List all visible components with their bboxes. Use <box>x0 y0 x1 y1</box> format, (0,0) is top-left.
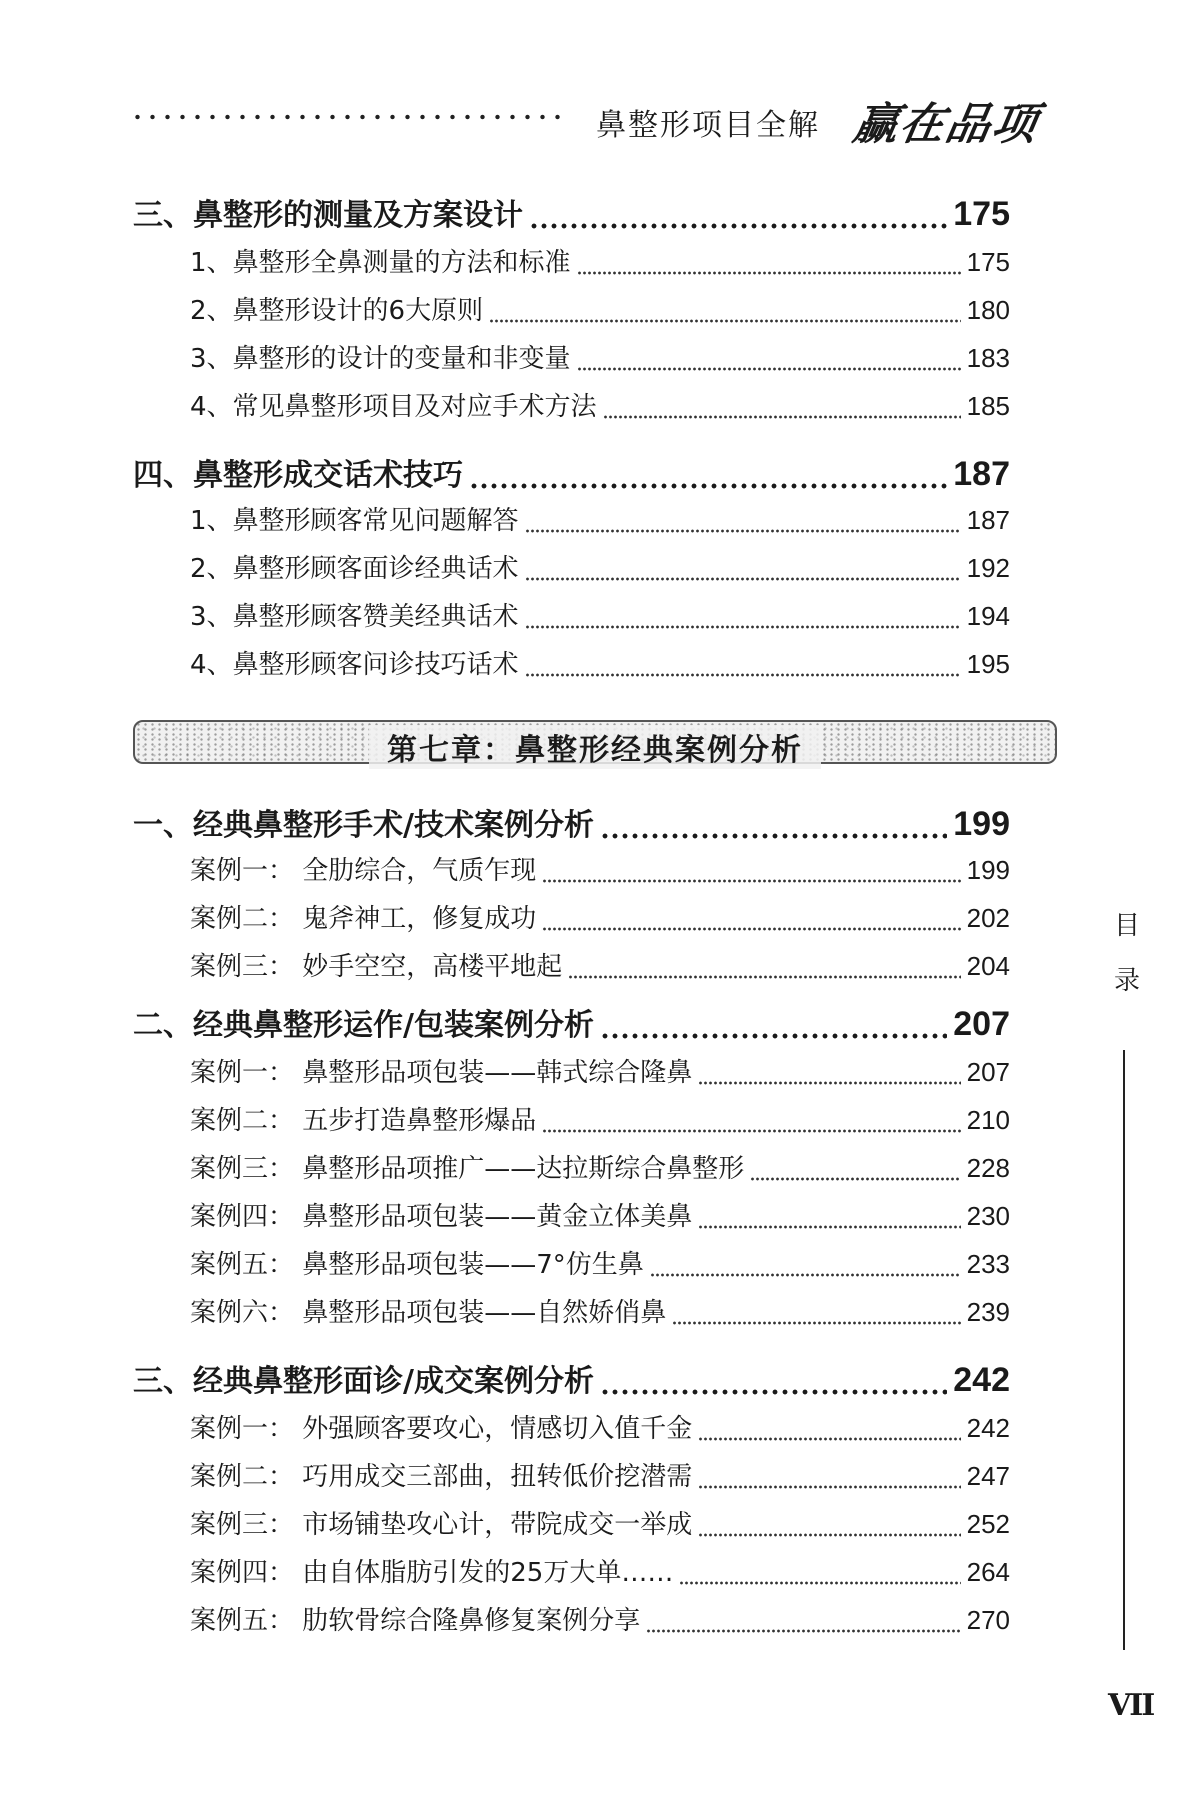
entry-page-number: 195 <box>966 649 1010 679</box>
section-page-number: 187 <box>953 455 1010 493</box>
dot-leader <box>525 670 961 678</box>
toc-section-heading[interactable] <box>133 800 1010 846</box>
brand-mark: 赢在品项 <box>849 99 1043 150</box>
entry-title: 案例五： 鼻整形品项包装——7°仿生鼻 <box>190 1250 644 1280</box>
toc-entry[interactable] <box>190 242 1010 282</box>
entry-title: 3、鼻整形顾客赞美经典话术 <box>190 602 519 632</box>
dot-leader <box>650 1270 961 1278</box>
toc-section-heading[interactable] <box>133 1000 1010 1046</box>
dot-leader <box>603 412 961 420</box>
chapter-title: 第七章：鼻整形经典案例分析 <box>369 725 821 769</box>
dot-leader <box>600 1028 947 1040</box>
toc-entry[interactable] <box>190 500 1010 540</box>
entry-page-number: 175 <box>966 247 1010 277</box>
toc-entry[interactable] <box>190 1148 1010 1188</box>
entry-page-number: 242 <box>966 1413 1010 1443</box>
entry-title: 3、鼻整形的设计的变量和非变量 <box>190 344 571 374</box>
side-tab-char: 目 <box>1114 911 1141 941</box>
entry-page-number: 252 <box>966 1509 1010 1539</box>
section-title: 四、鼻整形成交话术技巧 <box>133 458 463 493</box>
dot-leader <box>525 574 961 582</box>
side-rule <box>1123 1050 1125 1650</box>
entry-title: 案例三： 鼻整形品项推广——达拉斯综合鼻整形 <box>190 1154 745 1184</box>
dot-leader <box>600 1384 947 1396</box>
entry-page-number: 194 <box>966 601 1010 631</box>
section-page-number: 207 <box>953 1005 1010 1043</box>
entry-title: 案例四： 鼻整形品项包装——黄金立体美鼻 <box>190 1202 693 1232</box>
dot-leader <box>568 972 960 980</box>
dot-leader <box>750 1174 960 1182</box>
entry-title: 案例一： 外强顾客要攻心，情感切入值千金 <box>190 1414 693 1444</box>
toc-entry[interactable] <box>190 644 1010 684</box>
toc-entry[interactable] <box>190 898 1010 938</box>
entry-page-number: 199 <box>966 855 1010 885</box>
dot-leader <box>525 526 961 534</box>
dot-leader <box>646 1626 960 1634</box>
section-title: 二、经典鼻整形运作/包装案例分析 <box>133 1008 594 1043</box>
dot-leader <box>542 1126 960 1134</box>
dot-leader <box>698 1530 960 1538</box>
entry-page-number: 204 <box>966 951 1010 981</box>
dot-leader <box>542 924 960 932</box>
entry-title: 案例四： 由自体脂肪引发的25万大单…… <box>190 1558 674 1588</box>
toc-entry[interactable] <box>190 1196 1010 1236</box>
toc-entry[interactable] <box>190 946 1010 986</box>
toc-section-heading[interactable] <box>133 190 1010 236</box>
section-title: 三、鼻整形的测量及方案设计 <box>133 198 523 233</box>
section-page-number: 199 <box>953 805 1010 843</box>
entry-page-number: 180 <box>966 295 1010 325</box>
section-page-number: 242 <box>953 1361 1010 1399</box>
toc-entry[interactable] <box>190 1100 1010 1140</box>
entry-page-number: 270 <box>966 1605 1010 1635</box>
entry-page-number: 239 <box>966 1297 1010 1327</box>
toc-entry[interactable] <box>190 1244 1010 1284</box>
entry-page-number: 264 <box>966 1557 1010 1587</box>
toc-entry[interactable] <box>190 548 1010 588</box>
section-title: 一、经典鼻整形手术/技术案例分析 <box>133 808 594 843</box>
book-title: 鼻整形项目全解 <box>596 108 820 143</box>
entry-page-number: 185 <box>966 391 1010 421</box>
chapter-banner[interactable] <box>133 720 1057 768</box>
toc-entry[interactable] <box>190 1600 1010 1640</box>
entry-page-number: 230 <box>966 1201 1010 1231</box>
toc-entry[interactable] <box>190 1052 1010 1092</box>
entry-page-number: 247 <box>966 1461 1010 1491</box>
entry-title: 案例三： 妙手空空，高楼平地起 <box>190 952 563 982</box>
toc-entry[interactable] <box>190 1408 1010 1448</box>
entry-title: 案例二： 鬼斧神工，修复成功 <box>190 904 537 934</box>
dot-leader <box>525 622 961 630</box>
toc-entry[interactable] <box>190 290 1010 330</box>
entry-title: 1、鼻整形全鼻测量的方法和标准 <box>190 248 571 278</box>
entry-page-number: 210 <box>966 1105 1010 1135</box>
dot-leader <box>698 1078 960 1086</box>
entry-page-number: 192 <box>966 553 1010 583</box>
entry-title: 案例二： 五步打造鼻整形爆品 <box>190 1106 537 1136</box>
entry-page-number: 207 <box>966 1057 1010 1087</box>
toc-section-heading[interactable] <box>133 450 1010 496</box>
dot-leader <box>600 828 947 840</box>
toc-entry[interactable] <box>190 1552 1010 1592</box>
dot-leader <box>698 1482 960 1490</box>
dot-leader <box>577 364 961 372</box>
entry-title: 4、常见鼻整形项目及对应手术方法 <box>190 392 597 422</box>
dot-leader <box>672 1318 960 1326</box>
toc-section-heading[interactable] <box>133 1356 1010 1402</box>
section-page-number: 175 <box>953 195 1010 233</box>
section-title: 三、经典鼻整形面诊/成交案例分析 <box>133 1364 594 1399</box>
entry-title: 案例三： 市场铺垫攻心计，带院成交一举成 <box>190 1510 693 1540</box>
dot-leader <box>577 268 961 276</box>
entry-title: 案例二： 巧用成交三部曲，扭转低价挖潜需 <box>190 1462 693 1492</box>
entry-title: 2、鼻整形设计的6大原则 <box>190 296 484 326</box>
toc-entry[interactable] <box>190 850 1010 890</box>
dot-leader <box>698 1222 960 1230</box>
page-number: VII <box>1108 1688 1154 1723</box>
entry-title: 1、鼻整形顾客常见问题解答 <box>190 506 519 536</box>
entry-title: 案例一： 全肋综合，气质乍现 <box>190 856 537 886</box>
entry-title: 4、鼻整形顾客问诊技巧话术 <box>190 650 519 680</box>
entry-title: 案例五： 肋软骨综合隆鼻修复案例分享 <box>190 1606 641 1636</box>
toc-entry[interactable] <box>190 596 1010 636</box>
entry-page-number: 183 <box>966 343 1010 373</box>
dot-leader <box>542 876 960 884</box>
entry-page-number: 228 <box>966 1153 1010 1183</box>
header-dot-leader <box>130 114 570 120</box>
entry-title: 案例六： 鼻整形品项包装——自然娇俏鼻 <box>190 1298 667 1328</box>
dot-leader <box>489 316 961 324</box>
entry-title: 案例一： 鼻整形品项包装——韩式综合隆鼻 <box>190 1058 693 1088</box>
dot-leader <box>698 1434 960 1442</box>
toc-entry[interactable] <box>190 386 1010 426</box>
dot-leader <box>469 478 947 490</box>
running-header <box>130 88 1050 148</box>
entry-page-number: 187 <box>966 505 1010 535</box>
entry-page-number: 233 <box>966 1249 1010 1279</box>
toc-entry[interactable] <box>190 1504 1010 1544</box>
dot-leader <box>529 218 947 230</box>
toc-entry[interactable] <box>190 1456 1010 1496</box>
toc-entry[interactable] <box>190 338 1010 378</box>
side-tab-char: 录 <box>1114 966 1141 996</box>
dot-leader <box>679 1578 960 1586</box>
entry-title: 2、鼻整形顾客面诊经典话术 <box>190 554 519 584</box>
toc-entry[interactable] <box>190 1292 1010 1332</box>
entry-page-number: 202 <box>966 903 1010 933</box>
